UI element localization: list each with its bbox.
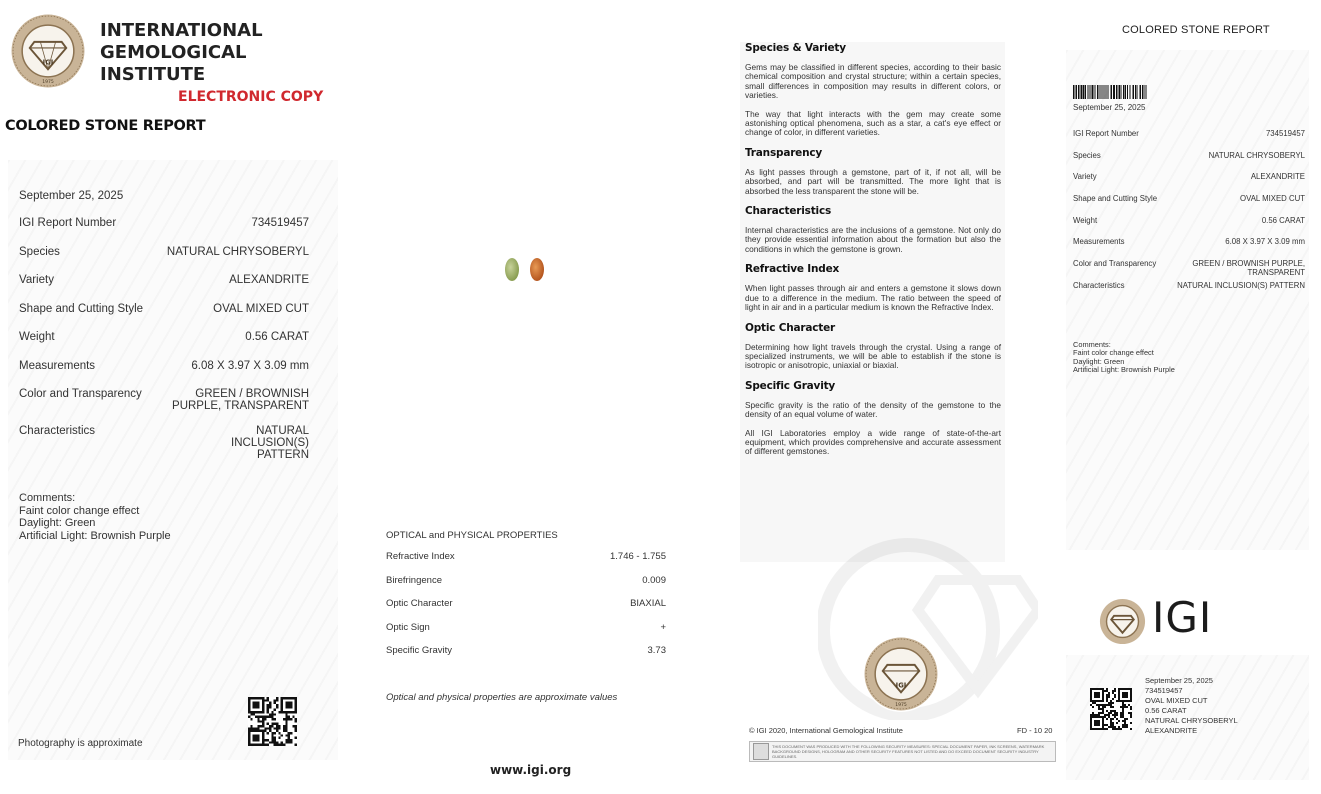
security-text: THIS DOCUMENT WAS PRODUCED WITH THE FOLLOWING SECURITY MEASURES: SPECIAL DOCUMENT PAPER, INK SCREENS, WATERMARK BACKGROUND DESIGNS, HOLOGRAM AND OTHER SECURITY FEATURES NOT LISTED AND DO EXCEED DOCUMENT SECURITY INDUSTRY GUIDELINES.: [772, 744, 1045, 759]
row-value: 734519457: [1265, 129, 1305, 138]
report-row: [19, 246, 309, 275]
section-paragraph: Specific gravity is the ratio of the density of the gemstone to the density of an equal volume of water.: [745, 399, 1001, 420]
institute-line: INTERNATIONAL: [100, 20, 263, 41]
report-date-row: [19, 190, 309, 217]
summary-comments: [1073, 341, 1175, 374]
section-title: Optic Character: [745, 321, 836, 334]
electronic-copy-label: ELECTRONIC COPY: [178, 89, 324, 105]
comment-line: Daylight: Green: [1073, 356, 1125, 366]
mini-line: September 25, 2025: [1145, 676, 1213, 685]
row-value: GREEN / BROWNISH PURPLE, TRANSPARENT: [1192, 259, 1305, 278]
website-link[interactable]: www.igi.org: [490, 763, 572, 777]
summary-row: [1073, 129, 1305, 151]
row-label: IGI Report Number: [19, 217, 117, 229]
row-value: ALEXANDRITE: [1250, 172, 1305, 182]
row-value: OVAL MIXED CUT: [1240, 194, 1305, 204]
photography-note: Photography is approximate: [18, 738, 143, 749]
mini-line: 0.56 CARAT: [1145, 706, 1187, 715]
optical-properties: [386, 530, 666, 669]
row-label: Optic Sign: [386, 621, 430, 633]
form-code: FD - 10 20: [1017, 726, 1053, 735]
igi-seal-center: [863, 636, 939, 712]
summary-title: COLORED STONE REPORT: [1122, 24, 1270, 36]
row-label: Measurements: [19, 359, 96, 372]
mini-line: 734519457: [1145, 686, 1183, 695]
summary-row: [1073, 281, 1305, 303]
summary-row: [1073, 237, 1305, 259]
info-section: [745, 205, 1001, 254]
report-row: [19, 360, 309, 389]
mini-summary: [1145, 676, 1238, 736]
optical-note: Optical and physical properties are approximate values: [386, 692, 618, 703]
comments-label: Comments:: [1073, 340, 1111, 349]
mini-line: OVAL MIXED CUT: [1145, 696, 1208, 705]
seal-initials: IGI: [895, 681, 907, 690]
row-label: Shape and Cutting Style: [19, 302, 144, 315]
qr-code[interactable]: [248, 697, 297, 746]
igi-seal-logo: [10, 13, 86, 89]
seal-initials: IGI: [42, 58, 54, 67]
row-value: +: [660, 621, 666, 633]
row-label: Weight: [1073, 215, 1098, 225]
section-title: Specific Gravity: [745, 379, 836, 392]
row-value: 0.009: [642, 574, 666, 586]
optical-row: [386, 575, 666, 599]
section-paragraph: Determining how light travels through the crystal. Using a range of specialized instruments, we will be able to establish if the stone is isotropic or anisotropic, uniaxial or biaxial.: [745, 341, 1001, 371]
optical-row: [386, 551, 666, 575]
section-title: Species & Variety: [745, 42, 846, 54]
report-row: [19, 303, 309, 332]
section-title: Characteristics: [745, 205, 832, 218]
summary-row: [1073, 259, 1305, 281]
row-label: Color and Transparency: [1073, 259, 1157, 269]
institute-line: GEMOLOGICAL: [100, 42, 247, 63]
institute-line: INSTITUTE: [100, 64, 206, 85]
section-paragraph: Gems may be classified in different species, according to their basic chemical composition and crystal structure; within a certain species, small differences in composition may results in different colors, or varieties.: [745, 62, 1001, 101]
optical-row: [386, 598, 666, 622]
summary-row: [1073, 216, 1305, 238]
row-value: NATURAL INCLUSION(S) PATTERN: [1177, 280, 1305, 290]
qr-code-small[interactable]: [1090, 688, 1132, 730]
row-label: Variety: [19, 274, 54, 286]
section-paragraph: Internal characteristics are the inclusions of a gemstone. Not only do they provide essential information about the formation but also the conditions in which the gemstone is grown.: [745, 225, 1001, 254]
summary-row: [1073, 172, 1305, 194]
seal-year: 1975: [42, 79, 54, 85]
row-value: 3.73: [647, 645, 666, 656]
comments-label: Comments:: [19, 492, 76, 504]
row-label: Refractive Index: [386, 551, 455, 562]
info-section: [745, 322, 1001, 371]
copyright: © IGI 2020, International Gemological Institute: [749, 726, 903, 735]
stone-photo-artificial: [530, 258, 544, 281]
row-label: Species: [1073, 150, 1101, 160]
optical-row: [386, 645, 666, 669]
mini-line: ALEXANDRITE: [1145, 726, 1198, 735]
comments-block: [19, 492, 171, 542]
summary-details: [1073, 129, 1305, 303]
row-label: Specific Gravity: [386, 645, 452, 656]
stone-photo-daylight: [505, 258, 519, 281]
barcode: [1073, 85, 1147, 99]
row-label: Measurements: [1073, 237, 1125, 247]
row-label: Characteristics: [19, 425, 96, 437]
row-value: NATURAL CHRYSOBERYL: [166, 245, 309, 258]
comment-line: Artificial Light: Brownish Purple: [19, 529, 171, 542]
report-title: COLORED STONE REPORT: [5, 118, 206, 134]
optical-title: OPTICAL and PHYSICAL PROPERTIES: [386, 530, 558, 541]
section-paragraph: When light passes through air and enters a gemstone it slows down due to a difference in the medium. The ratio between the speed of light in air and in a particular medium is known the Refractive Index.: [745, 283, 1001, 313]
row-value: NATURAL INCLUSION(S) PATTERN: [231, 425, 309, 461]
summary-date: September 25, 2025: [1073, 103, 1146, 112]
row-value: 6.08 X 3.97 X 3.09 mm: [1225, 237, 1305, 247]
qr-pattern: [248, 697, 297, 746]
institute-name: [100, 20, 263, 86]
row-label: Color and Transparency: [19, 388, 142, 400]
document-icon: [753, 743, 769, 760]
info-section: [745, 42, 1001, 138]
row-label: Variety: [1073, 172, 1097, 182]
barcode-bars: [1073, 85, 1147, 99]
comment-line: Daylight: Green: [19, 517, 96, 529]
row-label: Optic Character: [386, 598, 453, 609]
row-value: NATURAL CHRYSOBERYL: [1208, 150, 1305, 160]
row-value: ALEXANDRITE: [229, 274, 309, 286]
info-section: [745, 147, 1001, 196]
qr-pattern: [1090, 688, 1132, 730]
mini-line: NATURAL CHRYSOBERYL: [1145, 716, 1238, 725]
row-value: OVAL MIXED CUT: [213, 302, 309, 315]
report-date: September 25, 2025: [19, 190, 124, 202]
section-title: Refractive Index: [745, 263, 840, 276]
section-paragraph: All IGI Laboratories employ a wide range of state-of-the-art equipment, which provides comprehensive and accurate assessment of different gemstones.: [745, 427, 1001, 457]
security-strip: [749, 741, 1056, 762]
section-title: Transparency: [745, 146, 823, 159]
row-value: 0.56 CARAT: [1261, 215, 1305, 225]
report-row: [19, 217, 309, 246]
row-label: Birefringence: [386, 574, 442, 586]
row-label: IGI Report Number: [1073, 129, 1139, 138]
summary-row: [1073, 151, 1305, 173]
info-section: [745, 263, 1001, 312]
row-label: Shape and Cutting Style: [1073, 194, 1158, 204]
report-details: [19, 190, 309, 461]
row-value: 6.08 X 3.97 X 3.09 mm: [191, 359, 309, 372]
igi-brand-text: IGI: [1152, 593, 1213, 642]
info-section: [745, 380, 1001, 457]
row-value: 734519457: [251, 217, 309, 229]
row-value: GREEN / BROWNISH PURPLE, TRANSPARENT: [172, 388, 309, 412]
comment-line: Faint color change effect: [1073, 348, 1154, 358]
comment-line: Artificial Light: Brownish Purple: [1073, 364, 1175, 374]
row-value: 0.56 CARAT: [245, 331, 309, 343]
seal-year: 1975: [895, 702, 907, 708]
report-row: [19, 425, 309, 461]
row-value: BIAXIAL: [630, 598, 666, 609]
optical-row: [386, 622, 666, 646]
comment-line: Faint color change effect: [19, 504, 140, 517]
info-sections: [745, 42, 1001, 466]
report-row: [19, 331, 309, 360]
igi-seal-small: [1099, 598, 1146, 645]
row-value: 1.746 - 1.755: [610, 551, 666, 562]
section-paragraph: The way that light interacts with the gem may create some astonishing optical phenomena, such as a star, a cat's eye effect or change of color, in different varieties.: [745, 108, 1001, 138]
row-label: Weight: [19, 331, 55, 343]
row-label: Species: [19, 245, 60, 258]
report-row: [19, 274, 309, 303]
section-paragraph: As light passes through a gemstone, part of it, if not all, will be absorbed, and part will be transmitted. The more light that is absorbed the less transparent the stone will be.: [745, 166, 1001, 196]
summary-row: [1073, 194, 1305, 216]
row-label: Characteristics: [1073, 280, 1125, 290]
report-row: [19, 388, 309, 425]
